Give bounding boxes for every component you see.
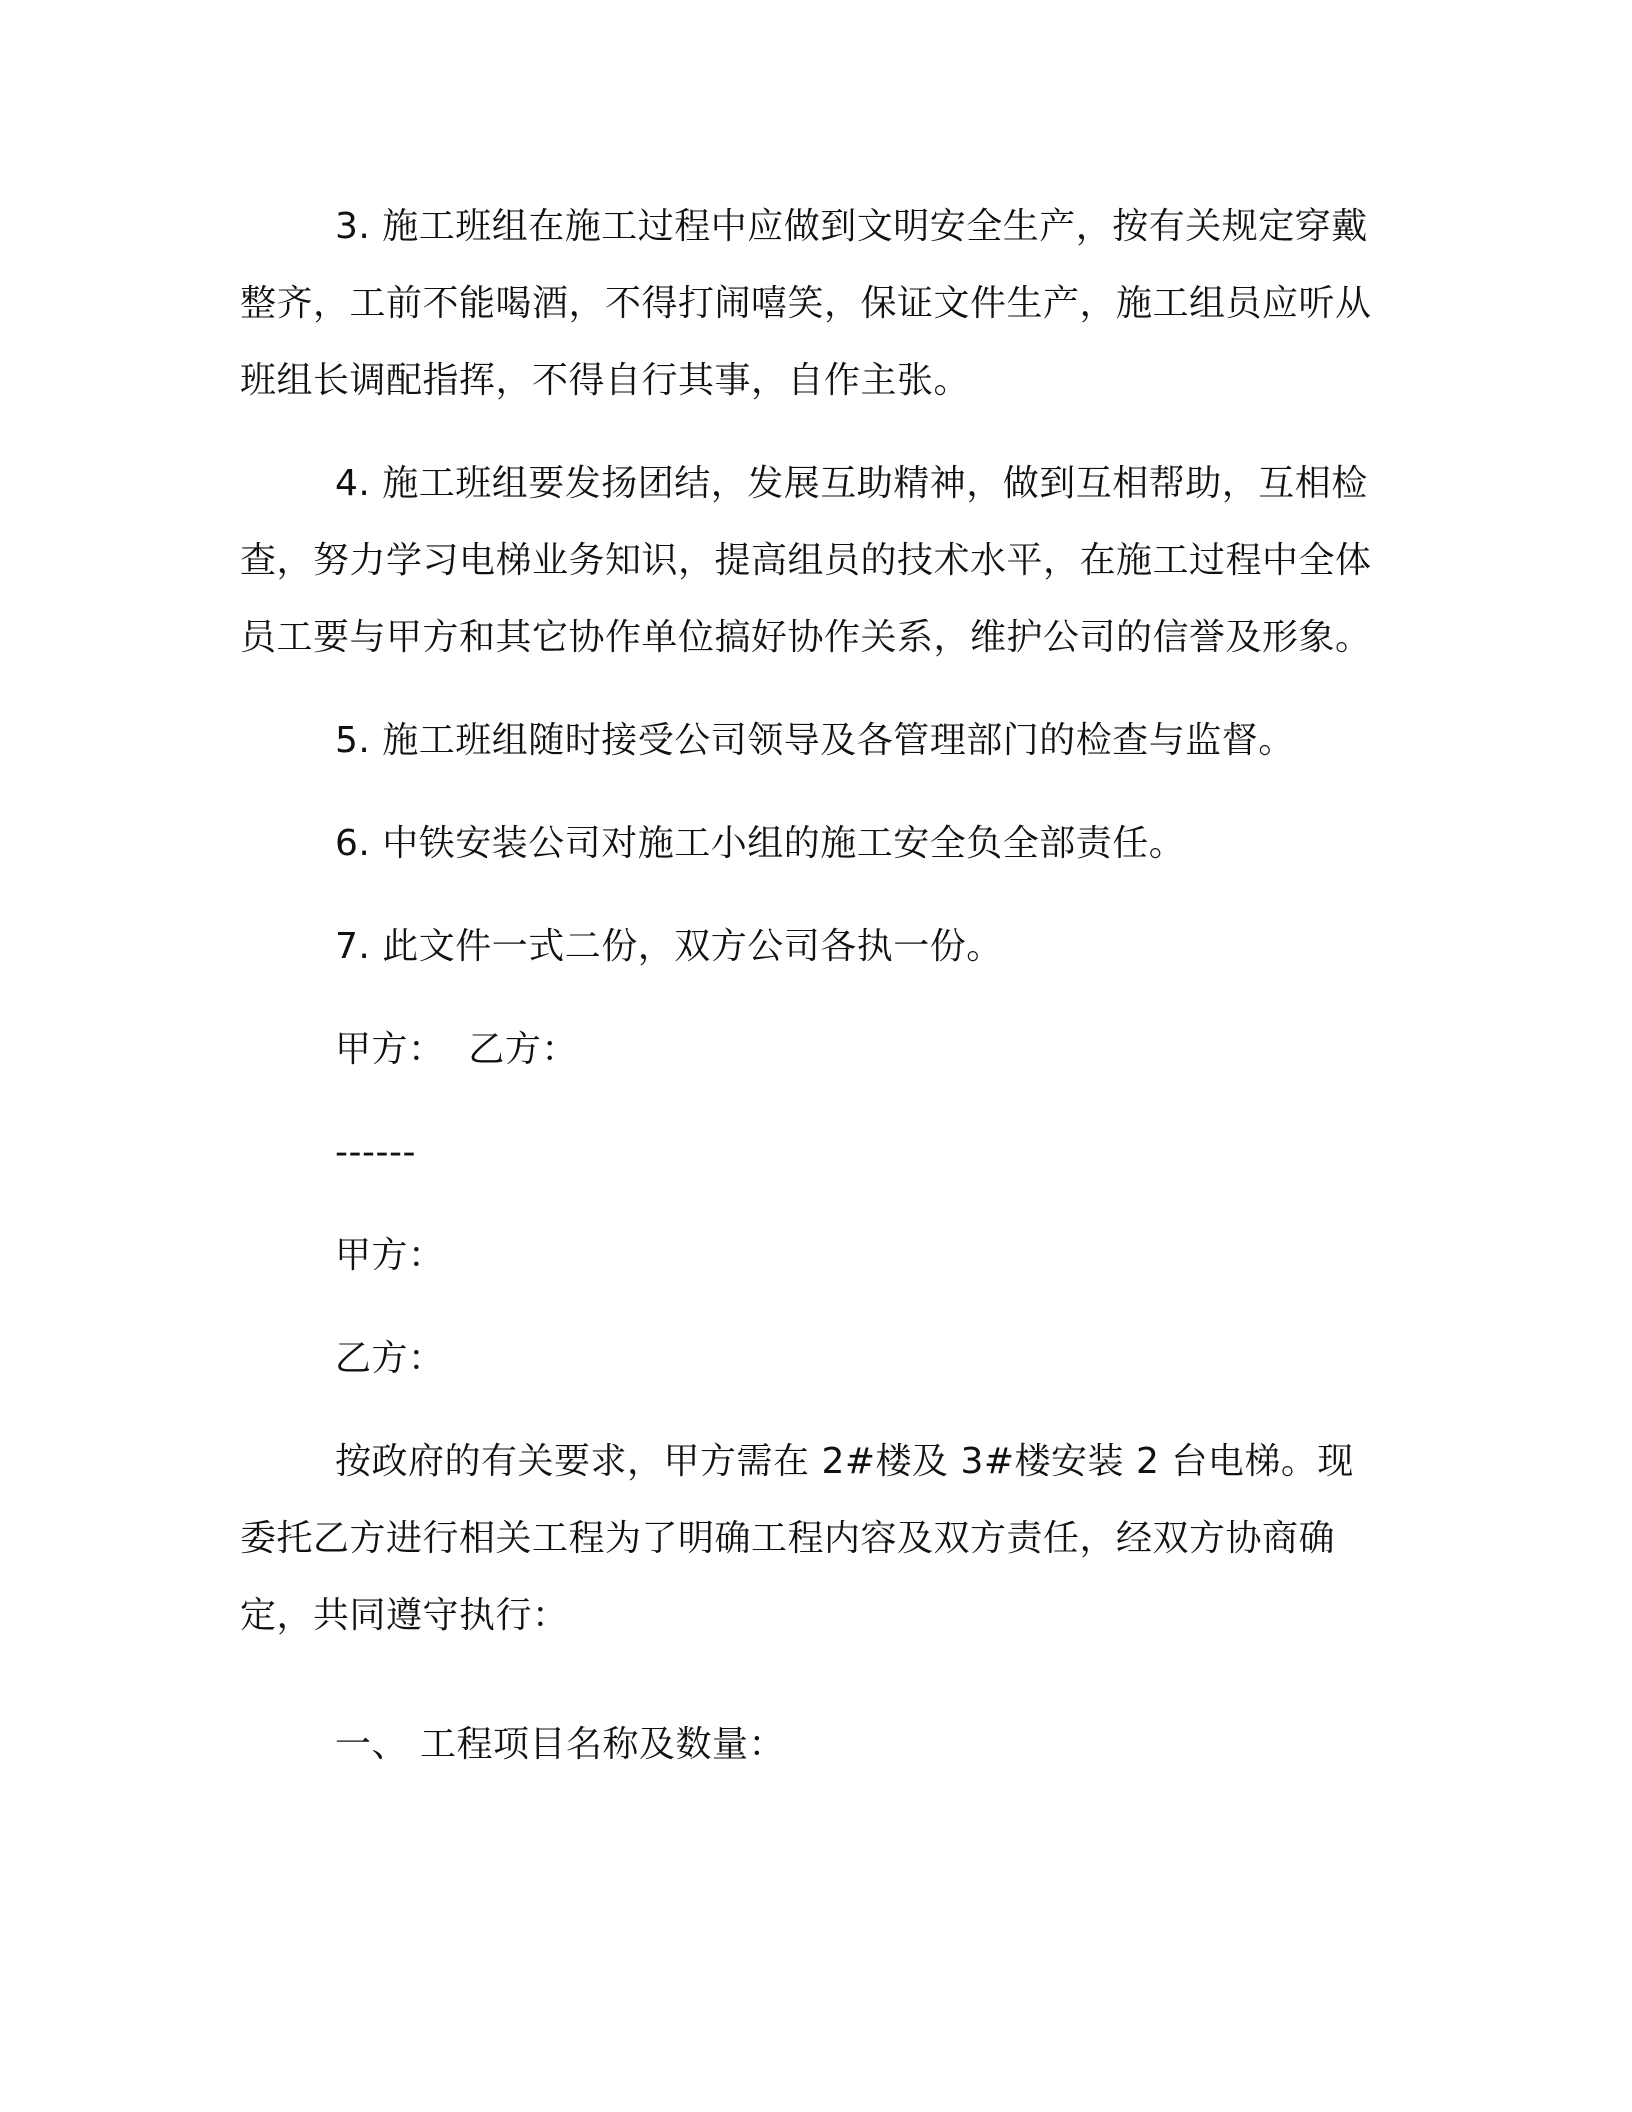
document-body [240,188,1380,1783]
clause-7: 7. 此文件一式二份，双方公司各执一份。 [335,926,1003,967]
section-heading: 一、 工程项目名称及数量： [335,1724,785,1765]
party-b-label: 乙方： [335,1338,445,1379]
separator: ------ [335,1132,416,1173]
clause-3: 3. 施工班组在施工过程中应做到文明安全生产，按有关规定穿戴整齐，工前不能喝酒，不得打闹嘻笑，保证文件生产，施工组员应听从班组长调配指挥，不得自行其事，自作主张。 [240,206,1372,401]
clause-5: 5. 施工班组随时接受公司领导及各管理部门的检查与监督。 [335,720,1295,761]
clause-6: 6. 中铁安装公司对施工小组的施工安全负全部责任。 [335,823,1186,864]
clause-4: 4. 施工班组要发扬团结，发展互助精神，做到互相帮助，互相检查，努力学习电梯业务知识，提高组员的技术水平，在施工过程中全体员工要与甲方和其它协作单位搞好协作关系，维护公司的信誉及形象。 [240,463,1372,658]
signature-line: 甲方： 乙方： [335,1029,578,1070]
intro-paragraph: 按政府的有关要求，甲方需在 2#楼及 3#楼安装 2 台电梯。现委托乙方进行相关工程为了明确工程内容及双方责任，经双方协商确定，共同遵守执行： [240,1441,1354,1636]
party-a-label: 甲方： [335,1235,445,1276]
